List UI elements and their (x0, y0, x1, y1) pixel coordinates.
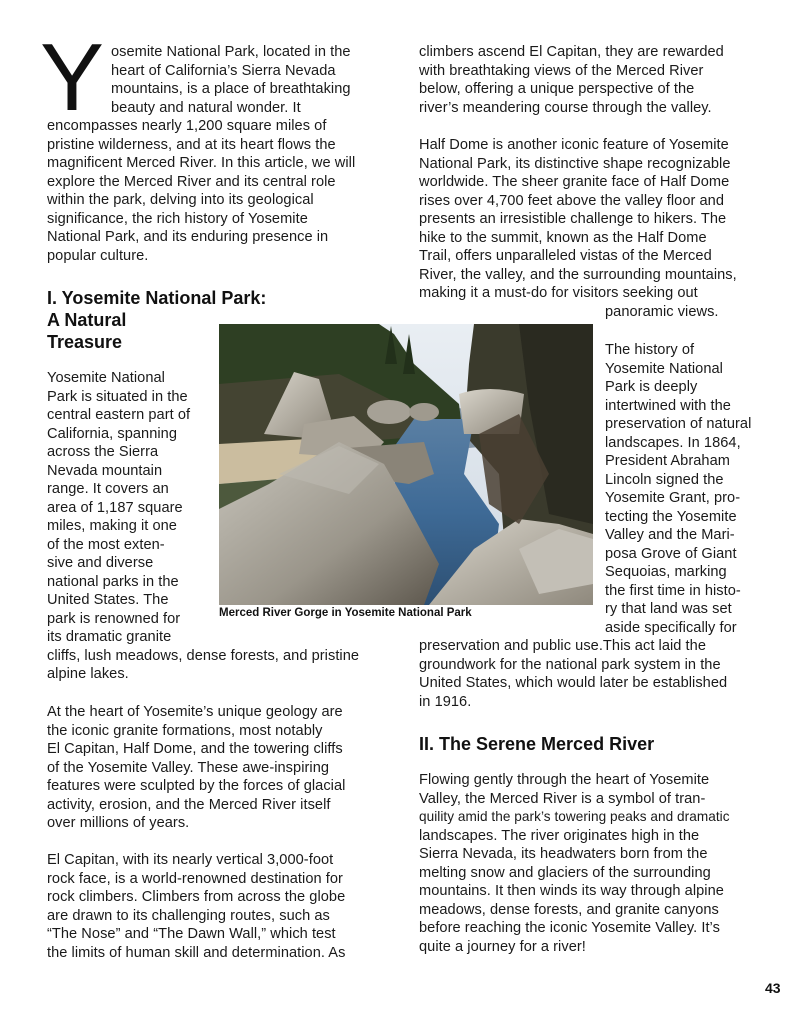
text-line: are drawn to its challenging routes, such as (47, 907, 330, 924)
text-line: its dramatic granite (47, 629, 172, 645)
text-line: making it a must-do for visitors seeking out (419, 285, 698, 301)
text-line: popular culture. (47, 247, 149, 264)
text-line: Yosemite National (47, 370, 165, 386)
text-line: Park is situated in the (47, 388, 188, 405)
heading-line: A Natural (47, 310, 127, 330)
text-line: river’s meandering course through the valley. (419, 99, 712, 116)
text-line: below, offering a unique perspective of the (419, 81, 695, 97)
text-line: melting snow and glaciers of the surrounding (419, 864, 711, 881)
text-line: of the Yosemite Valley. These awe-inspiring (47, 759, 330, 776)
text-line: heart of California’s Sierra Nevada (111, 62, 336, 79)
merced-river-gorge-photo (219, 324, 593, 605)
text-line: magnificent Merced River. In this article, we will (47, 155, 356, 171)
text-line: Yosemite National (605, 360, 723, 377)
text-line: Trail, offers unparalleled vistas of the Merced (419, 248, 712, 264)
text-line: landscapes. The river originates high in the (419, 827, 700, 844)
section-2-heading: II. The Serene Merced River (419, 734, 655, 754)
text-line: Valley, the Merced River is a symbol of tran- (419, 790, 706, 807)
text-line: Lincoln signed the (605, 471, 724, 488)
text-line: explore the Merced River and its central role (47, 173, 336, 190)
text-line: range. It covers an (47, 481, 169, 497)
text-line: the iconic granite formations, most notably (47, 722, 323, 739)
boulder (409, 403, 439, 421)
text-line: The history of (605, 342, 695, 358)
text-line: posa Grove of Giant (605, 545, 737, 562)
text-line: At the heart of Yosemite’s unique geology are (47, 704, 343, 720)
text-line: intertwined with the (605, 397, 731, 414)
text-line: preservation and public use.This act laid the (419, 638, 706, 654)
drop-cap: Y (40, 24, 105, 131)
heading-line: I. Yosemite National Park: (47, 288, 267, 308)
text-line: National Park, its distinctive shape recognizable (419, 155, 731, 172)
text-line: miles, making it one (47, 518, 177, 534)
text-line: the limits of human skill and determination. As (47, 944, 346, 961)
heading-line: Treasure (47, 332, 123, 352)
text-line: mountains, is a place of breathtaking (111, 81, 351, 97)
text-line: Sierra Nevada, its headwaters born from the (419, 846, 708, 862)
page-number: 43 (765, 980, 781, 996)
text-line: Valley and the Mari- (605, 527, 735, 543)
text-line: features were sculpted by the forces of glacial (47, 778, 346, 794)
text-line: Flowing gently through the heart of Yosemite (419, 772, 710, 788)
text-line: central eastern part of (47, 407, 191, 423)
text-line: preservation of natural (605, 416, 752, 432)
text-line: cliffs, lush meadows, dense forests, and pristine (47, 647, 360, 664)
text-line: alpine lakes. (47, 666, 129, 682)
text-line: Yosemite Grant, pro- (605, 490, 741, 506)
text-line: across the Sierra (47, 444, 159, 460)
text-line: osemite National Park, located in the (111, 44, 351, 60)
text-line: encompasses nearly 1,200 square miles of (47, 118, 327, 134)
text-line: in 1916. (419, 693, 472, 710)
text-line: hike to the summit, known as the Half Dome (419, 229, 707, 246)
text-line: aside specifically for (605, 619, 737, 636)
text-line: sive and diverse (47, 555, 154, 571)
text-line: Half Dome is another iconic feature of Yosemite (419, 137, 729, 153)
text-line: park is renowned for (47, 610, 181, 627)
text-line: rock face, is a world-renowned destination for (47, 870, 343, 887)
text-line: area of 1,187 square (47, 499, 183, 516)
text-line: “The Nose” and “The Dawn Wall,” which test (47, 926, 336, 942)
text-line: National Park, and its enduring presence in (47, 229, 329, 245)
text-line: with breathtaking views of the Merced River (419, 62, 704, 79)
text-line: the first time in histo- (605, 582, 741, 599)
text-line: significance, the rich history of Yosemite (47, 210, 308, 227)
text-line: Sequoias, marking (605, 564, 727, 580)
text-line: pristine wilderness, and at its heart flows the (47, 136, 336, 153)
boulder (367, 400, 411, 424)
text-line: United States. The (47, 592, 169, 608)
text-line: River, the valley, and the surrounding mountains, (419, 266, 737, 283)
text-line: California, spanning (47, 425, 177, 442)
text-line: before reaching the iconic Yosemite Valley. It’s (419, 920, 720, 936)
text-line: rock climbers. Climbers from across the globe (47, 889, 346, 905)
text-line: panoramic views. (605, 303, 719, 320)
text-line: El Capitan, with its nearly vertical 3,000-foot (47, 852, 334, 868)
text-line: mountains. It then winds its way through alpine (419, 883, 724, 899)
text-line: worldwide. The sheer granite face of Half Dome (419, 174, 730, 190)
text-line: over millions of years. (47, 815, 190, 831)
text-line: rises over 4,700 feet above the valley floor and (419, 192, 724, 209)
text-line: within the park, delving into its geological (47, 192, 314, 208)
text-line: groundwork for the national park system in the (419, 656, 721, 673)
figure-caption: Merced River Gorge in Yosemite National Park (219, 607, 472, 619)
text-line: Park is deeply (605, 379, 698, 395)
text-line: El Capitan, Half Dome, and the towering cliffs (47, 741, 343, 757)
text-line: quility amid the park’s towering peaks and dramatic (419, 809, 730, 824)
text-line: Nevada mountain (47, 462, 163, 479)
text-line: presents an irresistible challenge to hikers. The (419, 211, 727, 227)
text-line: tecting the Yosemite (605, 508, 737, 525)
text-line: of the most exten- (47, 536, 165, 553)
text-line: President Abraham (605, 453, 730, 469)
text-line: beauty and natural wonder. It (111, 99, 301, 116)
text-line: United States, which would later be established (419, 675, 728, 691)
text-line: national parks in the (47, 573, 179, 590)
photo-illustration (219, 324, 593, 605)
text-line: activity, erosion, and the Merced River itself (47, 796, 331, 813)
text-line: landscapes. In 1864, (605, 434, 741, 451)
text-line: ry that land was set (605, 601, 732, 617)
text-line: climbers ascend El Capitan, they are rewarded (419, 44, 724, 60)
text-line: meadows, dense forests, and granite canyons (419, 901, 719, 918)
text-line: quite a journey for a river! (419, 938, 586, 955)
